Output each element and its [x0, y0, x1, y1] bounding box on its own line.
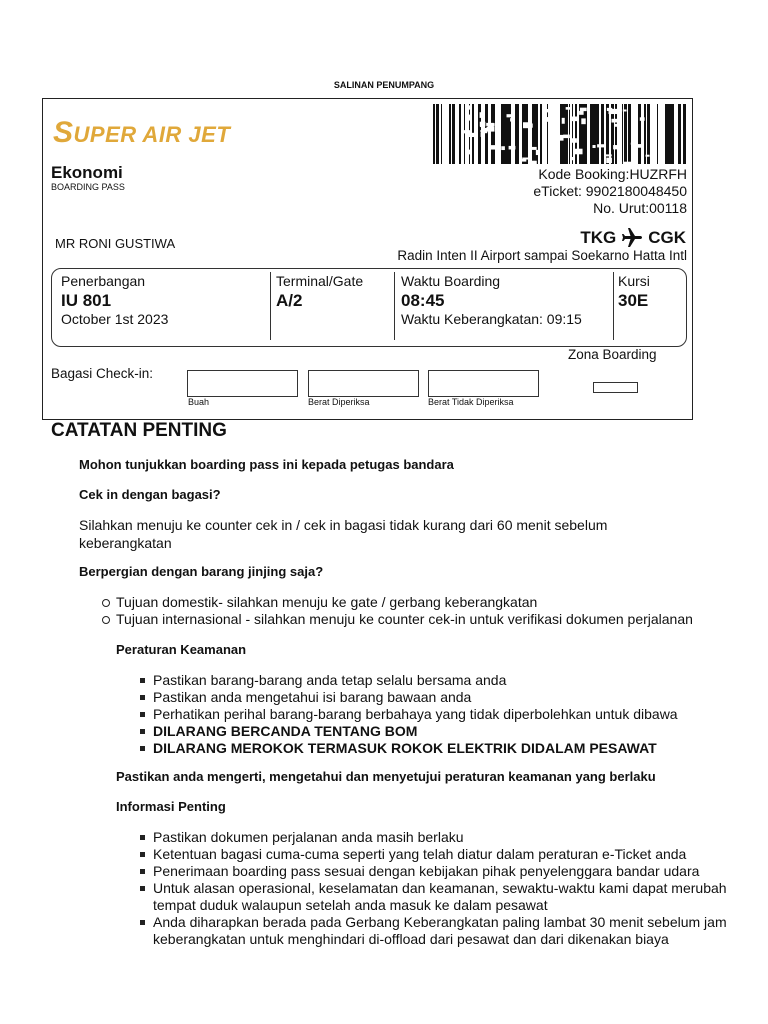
list-item: DILARANG BERCANDA TENTANG BOM	[153, 723, 753, 740]
info-list	[153, 829, 733, 948]
gate-label: Terminal/Gate	[276, 273, 364, 289]
seat-label: Kursi	[618, 273, 650, 289]
list-item: Untuk alasan operasional, keselamatan dan keamanan, sewaktu-waktu kami dapat merubah tempat duduk walaupun setelah anda masuk ke dalam pesawat	[153, 880, 733, 914]
booking-code: Kode Booking:HUZRFH	[538, 166, 687, 182]
bag-checked-label: Berat Diperiksa	[308, 397, 370, 407]
bag-pieces-label: Buah	[188, 397, 210, 407]
list-item: Pastikan dokumen perjalanan anda masih berlaku	[153, 829, 733, 846]
airline-logo: SUPER AIR JET	[53, 116, 231, 149]
departure-time: Waktu Keberangkatan: 09:15	[401, 311, 582, 327]
boarding-label: Waktu Boarding	[401, 273, 501, 289]
notes-title: CATATAN PENTING	[51, 420, 227, 441]
list-item: Ketentuan bagasi cuma-cuma seperti yang telah diatur dalam peraturan e-Ticket anda	[153, 846, 733, 863]
sequence-number: No. Urut:00118	[593, 200, 687, 216]
zone-box	[593, 382, 638, 393]
eticket-number: eTicket: 9902180048450	[533, 183, 687, 199]
barcode-image	[433, 104, 686, 164]
bag-unchecked-box	[428, 370, 539, 397]
security-list	[153, 672, 753, 757]
security-title: Peraturan Keamanan	[116, 642, 247, 657]
divider	[394, 272, 395, 340]
gate-value: A/2	[276, 291, 303, 310]
baggage-label: Bagasi Check-in:	[51, 366, 154, 381]
list-item: Pastikan anda mengetahui isi barang bawaan anda	[153, 689, 753, 706]
origin-code: TKG	[580, 228, 617, 247]
route-codes	[580, 226, 686, 250]
list-item: Anda diharapkan berada pada Gerbang Keberangkatan paling lambat 30 menit sebelum jam keberangkatan untuk menghindari di-offload dari pesawat dan dari dikenakan biaya	[153, 914, 733, 948]
flight-info-box	[51, 268, 687, 347]
checkin-question: Cek in dengan bagasi?	[79, 487, 221, 502]
zone-label: Zona Boarding	[568, 347, 657, 362]
carry-question: Berpergian dengan barang jinjing saja?	[79, 564, 324, 579]
list-item: Tujuan domestik- silahkan menuju ke gate / gerbang keberangkatan	[116, 594, 756, 611]
destination-code: CGK	[648, 228, 686, 247]
document-type: BOARDING PASS	[51, 182, 125, 192]
divider	[270, 272, 271, 340]
list-item: DILARANG MEROKOK TERMASUK ROKOK ELEKTRIK DIDALAM PESAWAT	[153, 740, 753, 757]
bag-unchecked-label: Berat Tidak Diperiksa	[428, 397, 514, 407]
route-airports: Radin Inten II Airport sampai Soekarno Hatta Intl	[397, 248, 687, 263]
list-item: Pastikan barang-barang anda tetap selalu bersama anda	[153, 672, 753, 689]
fare-class: Ekonomi	[51, 163, 123, 182]
carry-list	[116, 594, 756, 628]
boarding-time: 08:45	[401, 291, 445, 310]
bag-checked-box	[308, 370, 419, 397]
seat-value: 30E	[618, 291, 649, 310]
flight-number: IU 801	[61, 291, 112, 310]
bag-pieces-box	[187, 370, 298, 397]
airplane-icon	[620, 226, 644, 250]
passenger-name: MR RONI GUSTIWA	[55, 236, 176, 251]
divider	[613, 272, 614, 340]
list-item: Perhatikan perihal barang-barang berbahaya yang tidak diperbolehkan untuk dibawa	[153, 706, 753, 723]
agree-note: Pastikan anda mengerti, mengetahui dan menyetujui peraturan keamanan yang berlaku	[116, 769, 656, 784]
list-item: Tujuan internasional - silahkan menuju ke counter cek-in untuk verifikasi dokumen perjalanan	[116, 611, 756, 628]
flight-label: Penerbangan	[61, 273, 146, 289]
show-pass-note: Mohon tunjukkan boarding pass ini kepada petugas bandara	[79, 457, 454, 472]
copy-label: SALINAN PENUMPANG	[333, 80, 435, 90]
info-title: Informasi Penting	[116, 799, 226, 814]
list-item: Penerimaan boarding pass sesuai dengan kebijakan pihak penyelenggara bandar udara	[153, 863, 733, 880]
checkin-text: Silahkan menuju ke counter cek in / cek in bagasi tidak kurang dari 60 menit sebelum keberangkatan	[79, 517, 608, 551]
flight-date: October 1st 2023	[61, 311, 169, 327]
